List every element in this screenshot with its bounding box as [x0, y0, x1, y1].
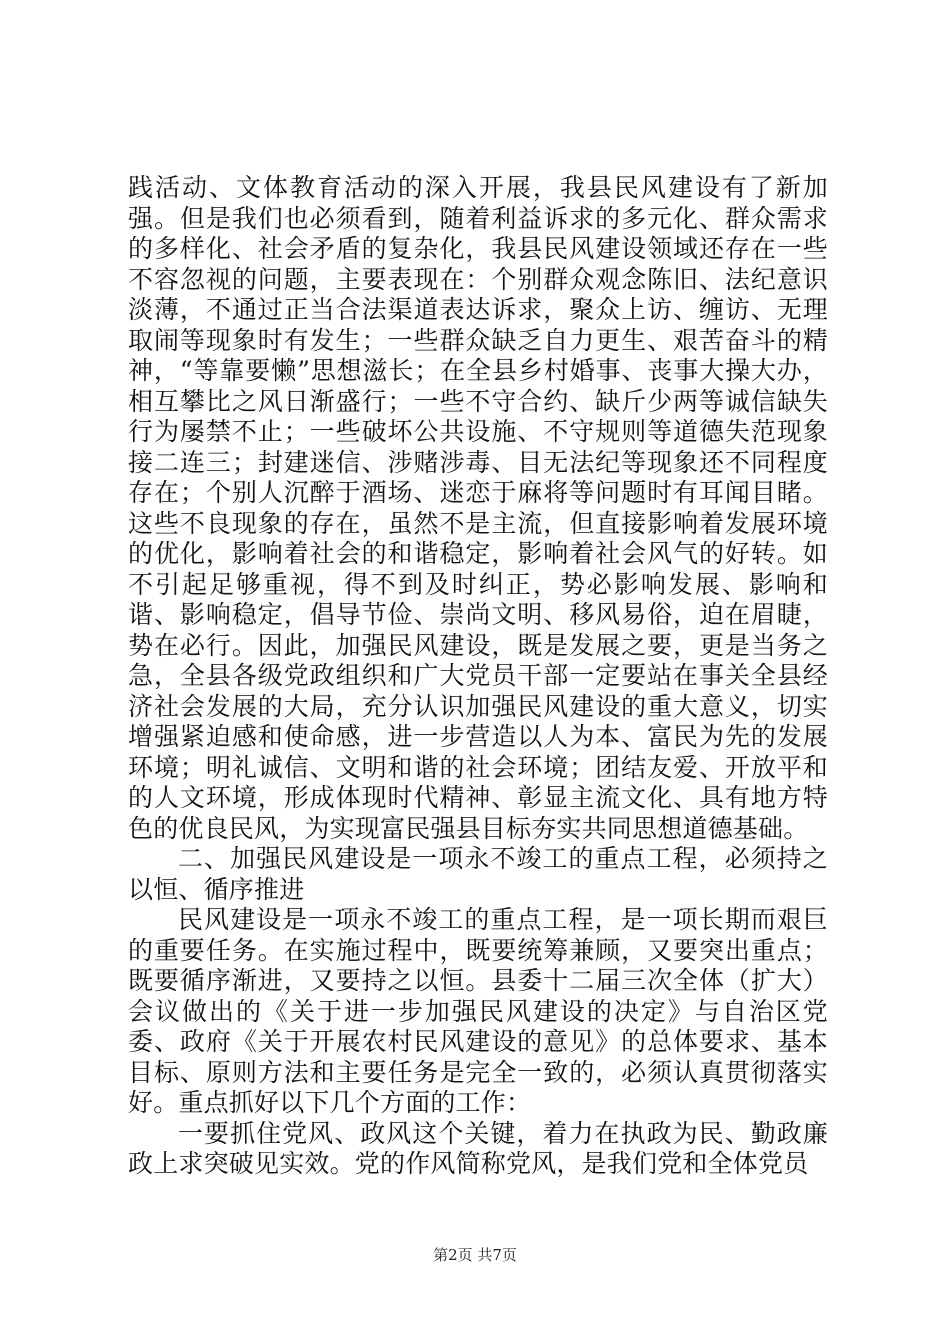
paragraph-1: 践活动、文体教育活动的深入开展，我县民风建设有了新加强。但是我们也必须看到，随着利益诉求的多元化、群众需求的多样化、社会矛盾的复杂化，我县民风建设领域还存在一些不容忽视的问题，主要表现在：个别群众观念陈旧、法纪意识淡薄，不通过正当合法渠道表达诉求，聚众上访、缠访、无理取闹等现象时有发生；一些群众缺乏自力更生、艰苦奋斗的精神，“等靠要懒”思想滋长；在全县乡村婚事、丧事大操大办，相互攀比之风日渐盛行；一些不守合约、缺斤少两等诚信缺失行为屡禁不止；一些破坏公共设施、不守规则等道德失范现象接二连三；封建迷信、涉赌涉毒、目无法纪等现象还不同程度存在；个别人沉醉于酒场、迷恋于麻将等问题时有耳闻目睹。这些不良现象的存在，虽然不是主流，但直接影响着发展环境的优化，影响着社会的和谐稳定，影响着社会风气的好转。如不引起足够重视，得不到及时纠正，势必影响发展、影响和谐、影响稳定，倡导节俭、崇尚文明、移风易俗，迫在眉睫，势在必行。因此，加强民风建设，既是发展之要，更是当务之急，全县各级党政组织和广大党员干部一定要站在事关全县经济社会发展的大局，充分认识加强民风建设的重大意义，切实增强紧迫感和使命感，进一步营造以人为本、富民为先的发展环境；明礼诚信、文明和谐的社会环境；团结友爱、开放平和的人文环境，形成体现时代精神、彰显主流文化、具有地方特色的优良民风，为实现富民强县目标夯实共同思想道德基础。: [128, 173, 828, 843]
page-number-footer: 第2页 共7页: [433, 1246, 517, 1264]
paragraph-4: 一要抓住党风、政风这个关键，着力在执政为民、勤政廉政上求突破见实效。党的作风简称党风，是我们党和全体党员: [128, 1118, 828, 1178]
document-body: [128, 173, 828, 1180]
section-heading-2: 二、加强民风建设是一项永不竣工的重点工程，必须持之以恒、循序推进: [128, 844, 828, 904]
paragraph-3: 民风建设是一项永不竣工的重点工程，是一项长期而艰巨的重要任务。在实施过程中，既要统筹兼顾，又要突出重点；既要循序渐进，又要持之以恒。县委十二届三次全体（扩大）会议做出的《关于进一步加强民风建设的决定》与自治区党委、政府《关于开展农村民风建设的意见》的总体要求、基本目标、原则方法和主要任务是完全一致的，必须认真贯彻落实好。重点抓好以下几个方面的工作：: [128, 905, 828, 1117]
